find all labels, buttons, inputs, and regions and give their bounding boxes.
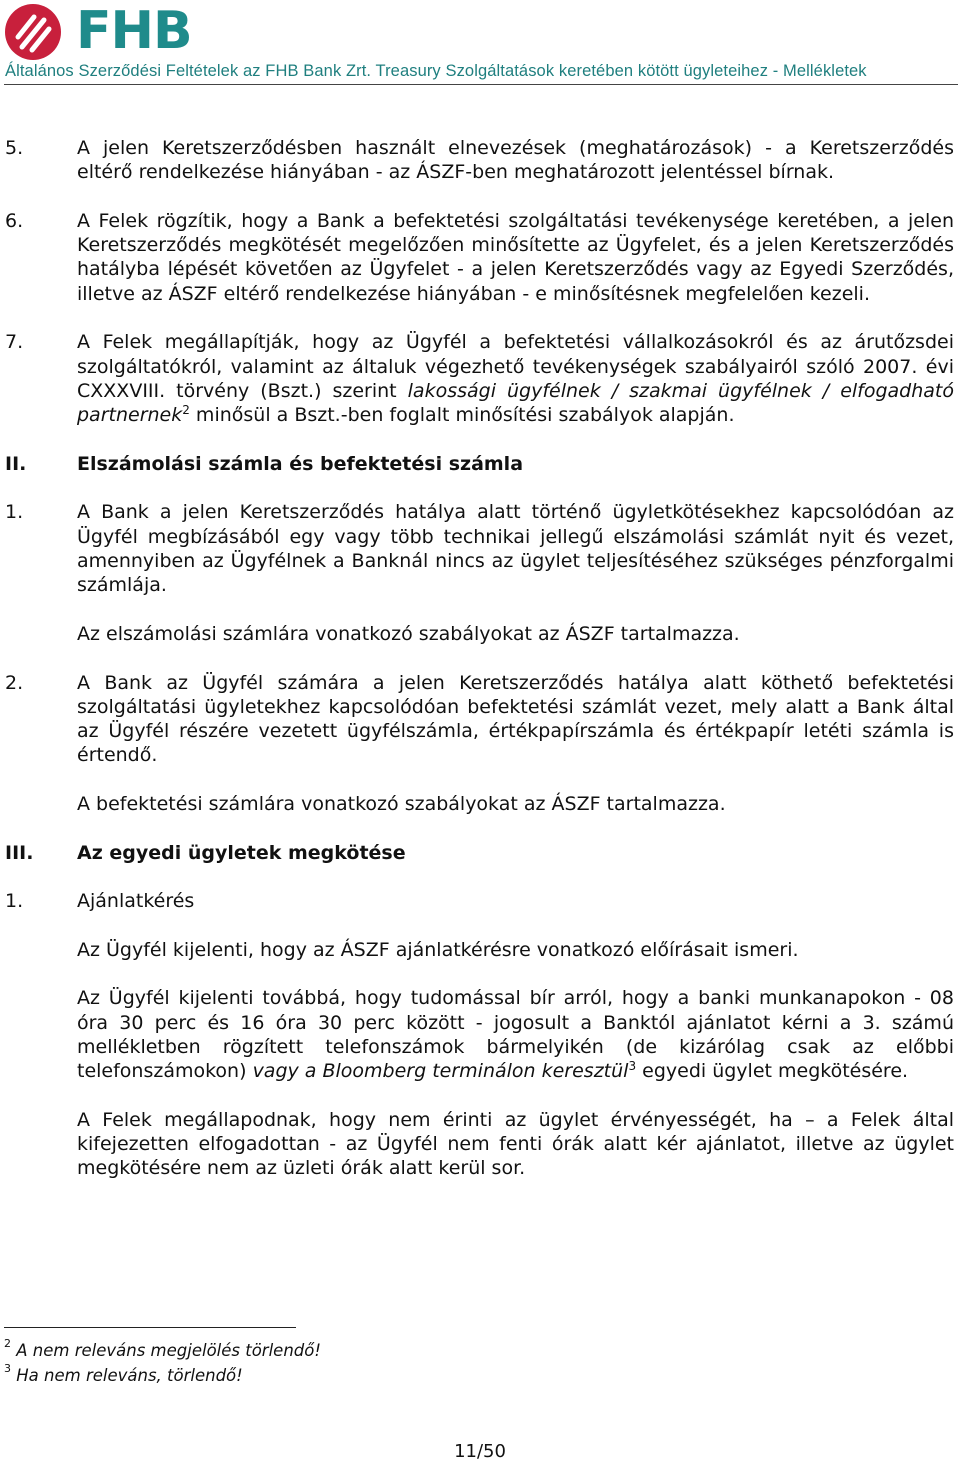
clause-text-part: minősül a Bszt.-ben foglalt minősítési szabályok alapján. [189,404,735,427]
clause-text-part: egyedi ügylet megkötésére. [636,1060,909,1083]
fhb-logo-mark-icon [4,3,66,61]
page-header [0,0,960,86]
footnote-ref: 2 [182,403,190,418]
clause-7 [0,330,960,427]
clause-text: A befektetési számlára vonatkozó szabályokat az ÁSZF tartalmazza. [77,793,726,816]
section-iii [0,841,960,865]
clause-iii-1 [0,889,960,1181]
footnote-number: 3 [4,1361,11,1375]
clause-text-italic: vagy a Bloomberg terminálon keresztül [252,1060,629,1083]
section-ii [0,452,960,476]
footnotes [4,1339,321,1388]
clause-text: Az Ügyfél kijelenti, hogy az ÁSZF ajánlatkérésre vonatkozó előírásait ismeri. [77,938,799,961]
document-title: Általános Szerződési Feltételek az FHB Bank Zrt. Treasury Szolgáltatások keretében kötött ügyleteihez - Mellékletek [5,62,867,80]
clause-5 [0,136,960,185]
clause-text: A Bank a jelen Keretszerződés hatálya alatt történő ügyletkötésekhez kapcsolódóan az Ügyfél megbízásából egy vagy több technikai jellegű elszámolási számlát nyit és vezet, amennyiben az Ügyfélnek a Banknál nincs az ügylet teljesítéséhez szükséges pénzforgalmi számlája. [77,501,954,597]
clause-ii-2 [0,671,960,817]
clause-text: Az elszámolási számlára vonatkozó szabályokat az ÁSZF tartalmazza. [77,622,740,645]
clause-text-italic: lakossági ügyfélnek / szakmai ügyfélnek / elfogadható partnernek [77,379,954,427]
fhb-logo [4,3,204,61]
section-heading: Elszámolási számla és befektetési számla [77,452,524,475]
section-number: II. [5,452,27,475]
clause-text: A Felek rögzítik, hogy a Bank a befektetési szolgáltatási tevékenysége keretében, a jelen Keretszerződés megkötését megelőzően minősítette az Ügyfelet, és a jelen Keretszerződés hatályba lépését követően az Ügyfelet - a jelen Keretszerződés vagy az Egyedi Szerződés, illetve az ÁSZF eltérő rendelkezése hiányában - e minősítésnek megfelelően kezeli. [77,209,954,305]
page-number: 11/50 [454,1441,506,1462]
clause-text: A jelen Keretszerződésben használt elnevezések (meghatározások) - a Keretszerződés eltérő rendelkezése hiányában - az ÁSZF-ben meghatározott jelentéssel bírnak. [77,137,954,184]
footnote [4,1339,321,1364]
clause-text-part: Az Ügyfél kijelenti továbbá, hogy tudomással bír arról, hogy a banki munkanapokon - 08 óra 30 perc és 16 óra 30 perc között - jogosult a Banktól ajánlatot kérni a 3. számú mellékletben rögzített telefonszámok bármelyikén (de kizárólag csak az előbbi telefonszámokon) [77,987,954,1083]
clause-title: Ajánlatkérés [77,890,195,913]
footnote-text: Ha nem releváns, törlendő! [16,1365,243,1385]
clause-number: 1. [5,890,24,913]
clause-text [77,330,954,427]
clause-text-part: A Felek megállapítják, hogy az Ügyfél a befektetési vállalkozásokról és az árutőzsdei szolgáltatókról, valamint az általuk végezhető tevékenységek szabályairól szóló 2007. évi CXXXVIII. törvény (Bszt.) szerint [77,331,954,402]
footnote [4,1361,321,1389]
clause-text: A Felek megállapodnak, hogy nem érinti az ügylet érvényességét, ha – a Felek által kifejezetten elfogadottan - az Ügyfél nem fenti órák alatt kér ajánlatot, illetve az ügylet megkötésére nem az üzleti órák alatt kerül sor. [77,1108,954,1180]
document-body [0,136,960,1205]
clause-text: A Bank az Ügyfél számára a jelen Keretszerződés hatálya alatt köthető befektetési szolgáltatási ügyletekhez kapcsolódóan befektetési számlát vezet, mely alatt a Bank által az Ügyfél részére vezetett ügyfélszámla, értékpapírszámla és értékpapír letéti számla is értendő. [77,671,954,767]
header-divider [4,84,958,85]
clause-ii-1 [0,500,960,646]
clause-text [77,986,954,1083]
clause-number: 5. [5,137,24,159]
clause-number: 7. [5,331,24,354]
clause-number: 1. [5,501,24,524]
footnote-number: 2 [4,1337,11,1350]
logo-text: FHB [76,1,192,61]
footnote-divider [4,1327,296,1328]
section-number: III. [5,841,34,864]
footnote-ref: 3 [628,1059,637,1074]
clause-number: 6. [5,209,24,232]
clause-number: 2. [5,671,24,694]
footnote-text: A nem releváns megjelölés törlendő! [16,1341,321,1360]
clause-6 [0,209,960,306]
section-heading: Az egyedi ügyletek megkötése [77,841,406,864]
